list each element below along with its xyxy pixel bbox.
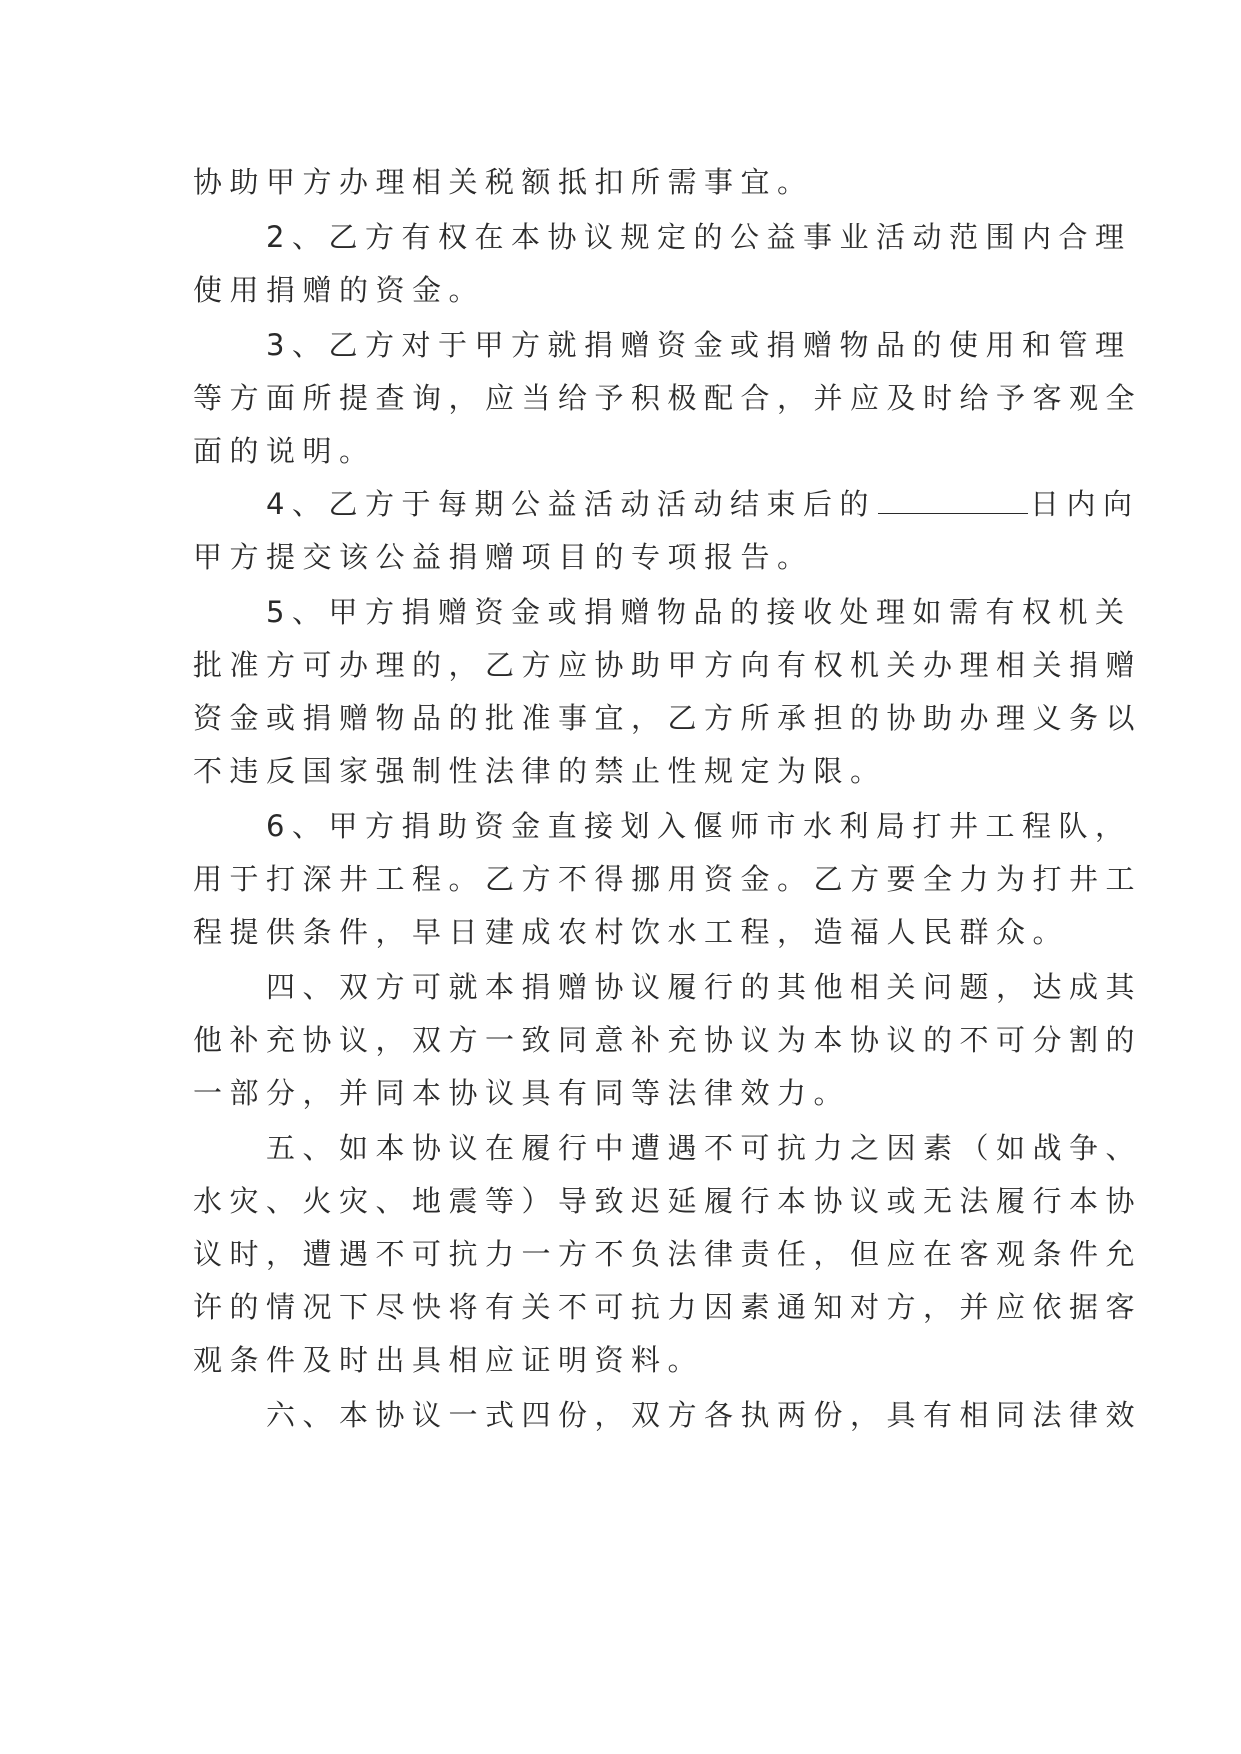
- text-line: 资金或捐赠物品的批准事宜，乙方所承担的协助办理义务以: [193, 701, 1143, 735]
- text-line: 批准方可办理的，乙方应协助甲方向有权机关办理相关捐赠: [193, 648, 1143, 682]
- text-segment: 4、乙方于每期公益活动活动结束后的: [193, 487, 876, 521]
- text-line: 甲方提交该公益捐赠项目的专项报告。: [193, 540, 814, 574]
- text-line: 协助甲方办理相关税额抵扣所需事宜。: [193, 165, 814, 199]
- text-line: 四、双方可就本捐赠协议履行的其他相关问题，达成其: [193, 970, 1143, 1004]
- text-line: 观条件及时出具相应证明资料。: [193, 1343, 705, 1377]
- text-line: 水灾、火灾、地震等）导致迟延履行本协议或无法履行本协: [193, 1184, 1143, 1218]
- text-line: 程提供条件，早日建成农村饮水工程，造福人民群众。: [193, 915, 1070, 949]
- text-line: 五、如本协议在履行中遭遇不可抗力之因素（如战争、: [193, 1131, 1143, 1165]
- text-line: 面的说明。: [193, 434, 376, 468]
- text-line: 不违反国家强制性法律的禁止性规定为限。: [193, 754, 887, 788]
- text-line: 议时，遭遇不可抗力一方不负法律责任，但应在客观条件允: [193, 1237, 1143, 1271]
- text-line: 用于打深井工程。乙方不得挪用资金。乙方要全力为打井工: [193, 862, 1143, 896]
- text-line-with-blank: [193, 481, 1139, 527]
- text-line: 一部分，并同本协议具有同等法律效力。: [193, 1076, 851, 1110]
- text-line: 2、乙方有权在本协议规定的公益事业活动范围内合理: [193, 220, 1132, 254]
- text-line: 等方面所提查询，应当给予积极配合，并应及时给予客观全: [193, 381, 1143, 415]
- text-line: 许的情况下尽快将有关不可抗力因素通知对方，并应依据客: [193, 1290, 1143, 1324]
- fill-in-blank: [878, 483, 1028, 514]
- text-line: 6、甲方捐助资金直接划入偃师市水利局打井工程队，: [193, 809, 1132, 843]
- text-line: 5、甲方捐赠资金或捐赠物品的接收处理如需有权机关: [193, 595, 1132, 629]
- text-line: 他补充协议，双方一致同意补充协议为本协议的不可分割的: [193, 1023, 1143, 1057]
- text-line: 六、本协议一式四份，双方各执两份，具有相同法律效: [193, 1398, 1143, 1432]
- text-line: 3、乙方对于甲方就捐赠资金或捐赠物品的使用和管理: [193, 328, 1132, 362]
- text-line: 使用捐赠的资金。: [193, 273, 486, 307]
- text-segment: 日内向: [1029, 487, 1140, 521]
